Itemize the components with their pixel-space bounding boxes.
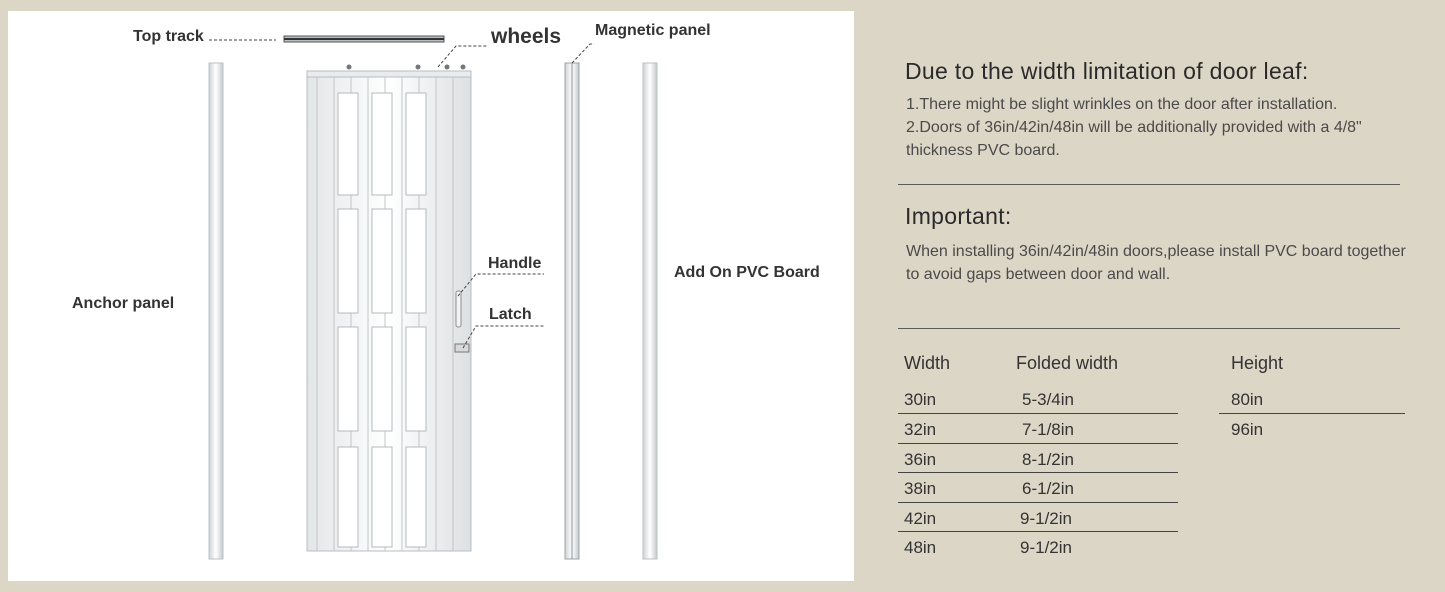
width-cell: 32in bbox=[904, 420, 937, 439]
divider bbox=[898, 184, 1400, 185]
height-header: Height bbox=[1231, 353, 1284, 373]
top-track bbox=[284, 36, 444, 42]
important-text: When installing 36in/42in/48in doors,please install PVC board together to avoid gaps between door and wall. bbox=[906, 243, 1406, 283]
folded-width-cell: 7-1/8in bbox=[1022, 420, 1074, 439]
folded-width-cell: 6-1/2in bbox=[1022, 479, 1074, 498]
handle-label: Handle bbox=[488, 255, 542, 272]
pvc-board-rail bbox=[643, 63, 657, 559]
folded-width-cell: 8-1/2in bbox=[1022, 450, 1074, 469]
width-limitation-heading: Due to the width limitation of door leaf: bbox=[905, 58, 1309, 84]
width-cell: 36in bbox=[904, 450, 937, 469]
width-cell: 30in bbox=[904, 390, 937, 409]
row-divider bbox=[898, 531, 1178, 532]
divider bbox=[898, 328, 1400, 329]
width-cell: 38in bbox=[904, 479, 937, 498]
folding-door bbox=[307, 65, 471, 552]
folded-width-cell: 9-1/2in bbox=[1020, 538, 1072, 557]
note-line-2: 2.Doors of 36in/42in/48in will be additionally provided with a 4/8" thickness PVC board. bbox=[906, 119, 1362, 159]
product-diagram bbox=[8, 11, 854, 581]
add-on-pvc-label: Add On PVC Board bbox=[674, 264, 820, 281]
latch-icon bbox=[455, 344, 469, 352]
row-divider bbox=[898, 502, 1178, 503]
height-cell: 96in bbox=[1231, 420, 1264, 439]
top-track-label: Top track bbox=[133, 28, 204, 45]
folded-width-cell: 5-3/4in bbox=[1022, 390, 1074, 409]
row-divider bbox=[898, 413, 1178, 414]
folded-width-header: Folded width bbox=[1016, 353, 1119, 373]
row-divider bbox=[1219, 413, 1405, 414]
row-divider bbox=[898, 472, 1178, 473]
width-cell: 42in bbox=[904, 509, 937, 528]
handle-icon bbox=[456, 291, 461, 327]
width-header: Width bbox=[904, 353, 951, 373]
row-divider bbox=[898, 443, 1178, 444]
folded-width-cell: 9-1/2in bbox=[1020, 509, 1072, 528]
width-cell: 48in bbox=[904, 538, 937, 557]
note-line-1: 1.There might be slight wrinkles on the door after installation. bbox=[906, 96, 1338, 113]
important-heading: Important: bbox=[905, 203, 1012, 229]
height-cell: 80in bbox=[1231, 390, 1264, 409]
latch-label: Latch bbox=[489, 306, 532, 323]
wheels-label: wheels bbox=[491, 25, 562, 48]
magnetic-panel-label: Magnetic panel bbox=[595, 22, 711, 39]
anchor-panel-rail bbox=[209, 63, 223, 559]
anchor-panel-label: Anchor panel bbox=[72, 295, 175, 312]
